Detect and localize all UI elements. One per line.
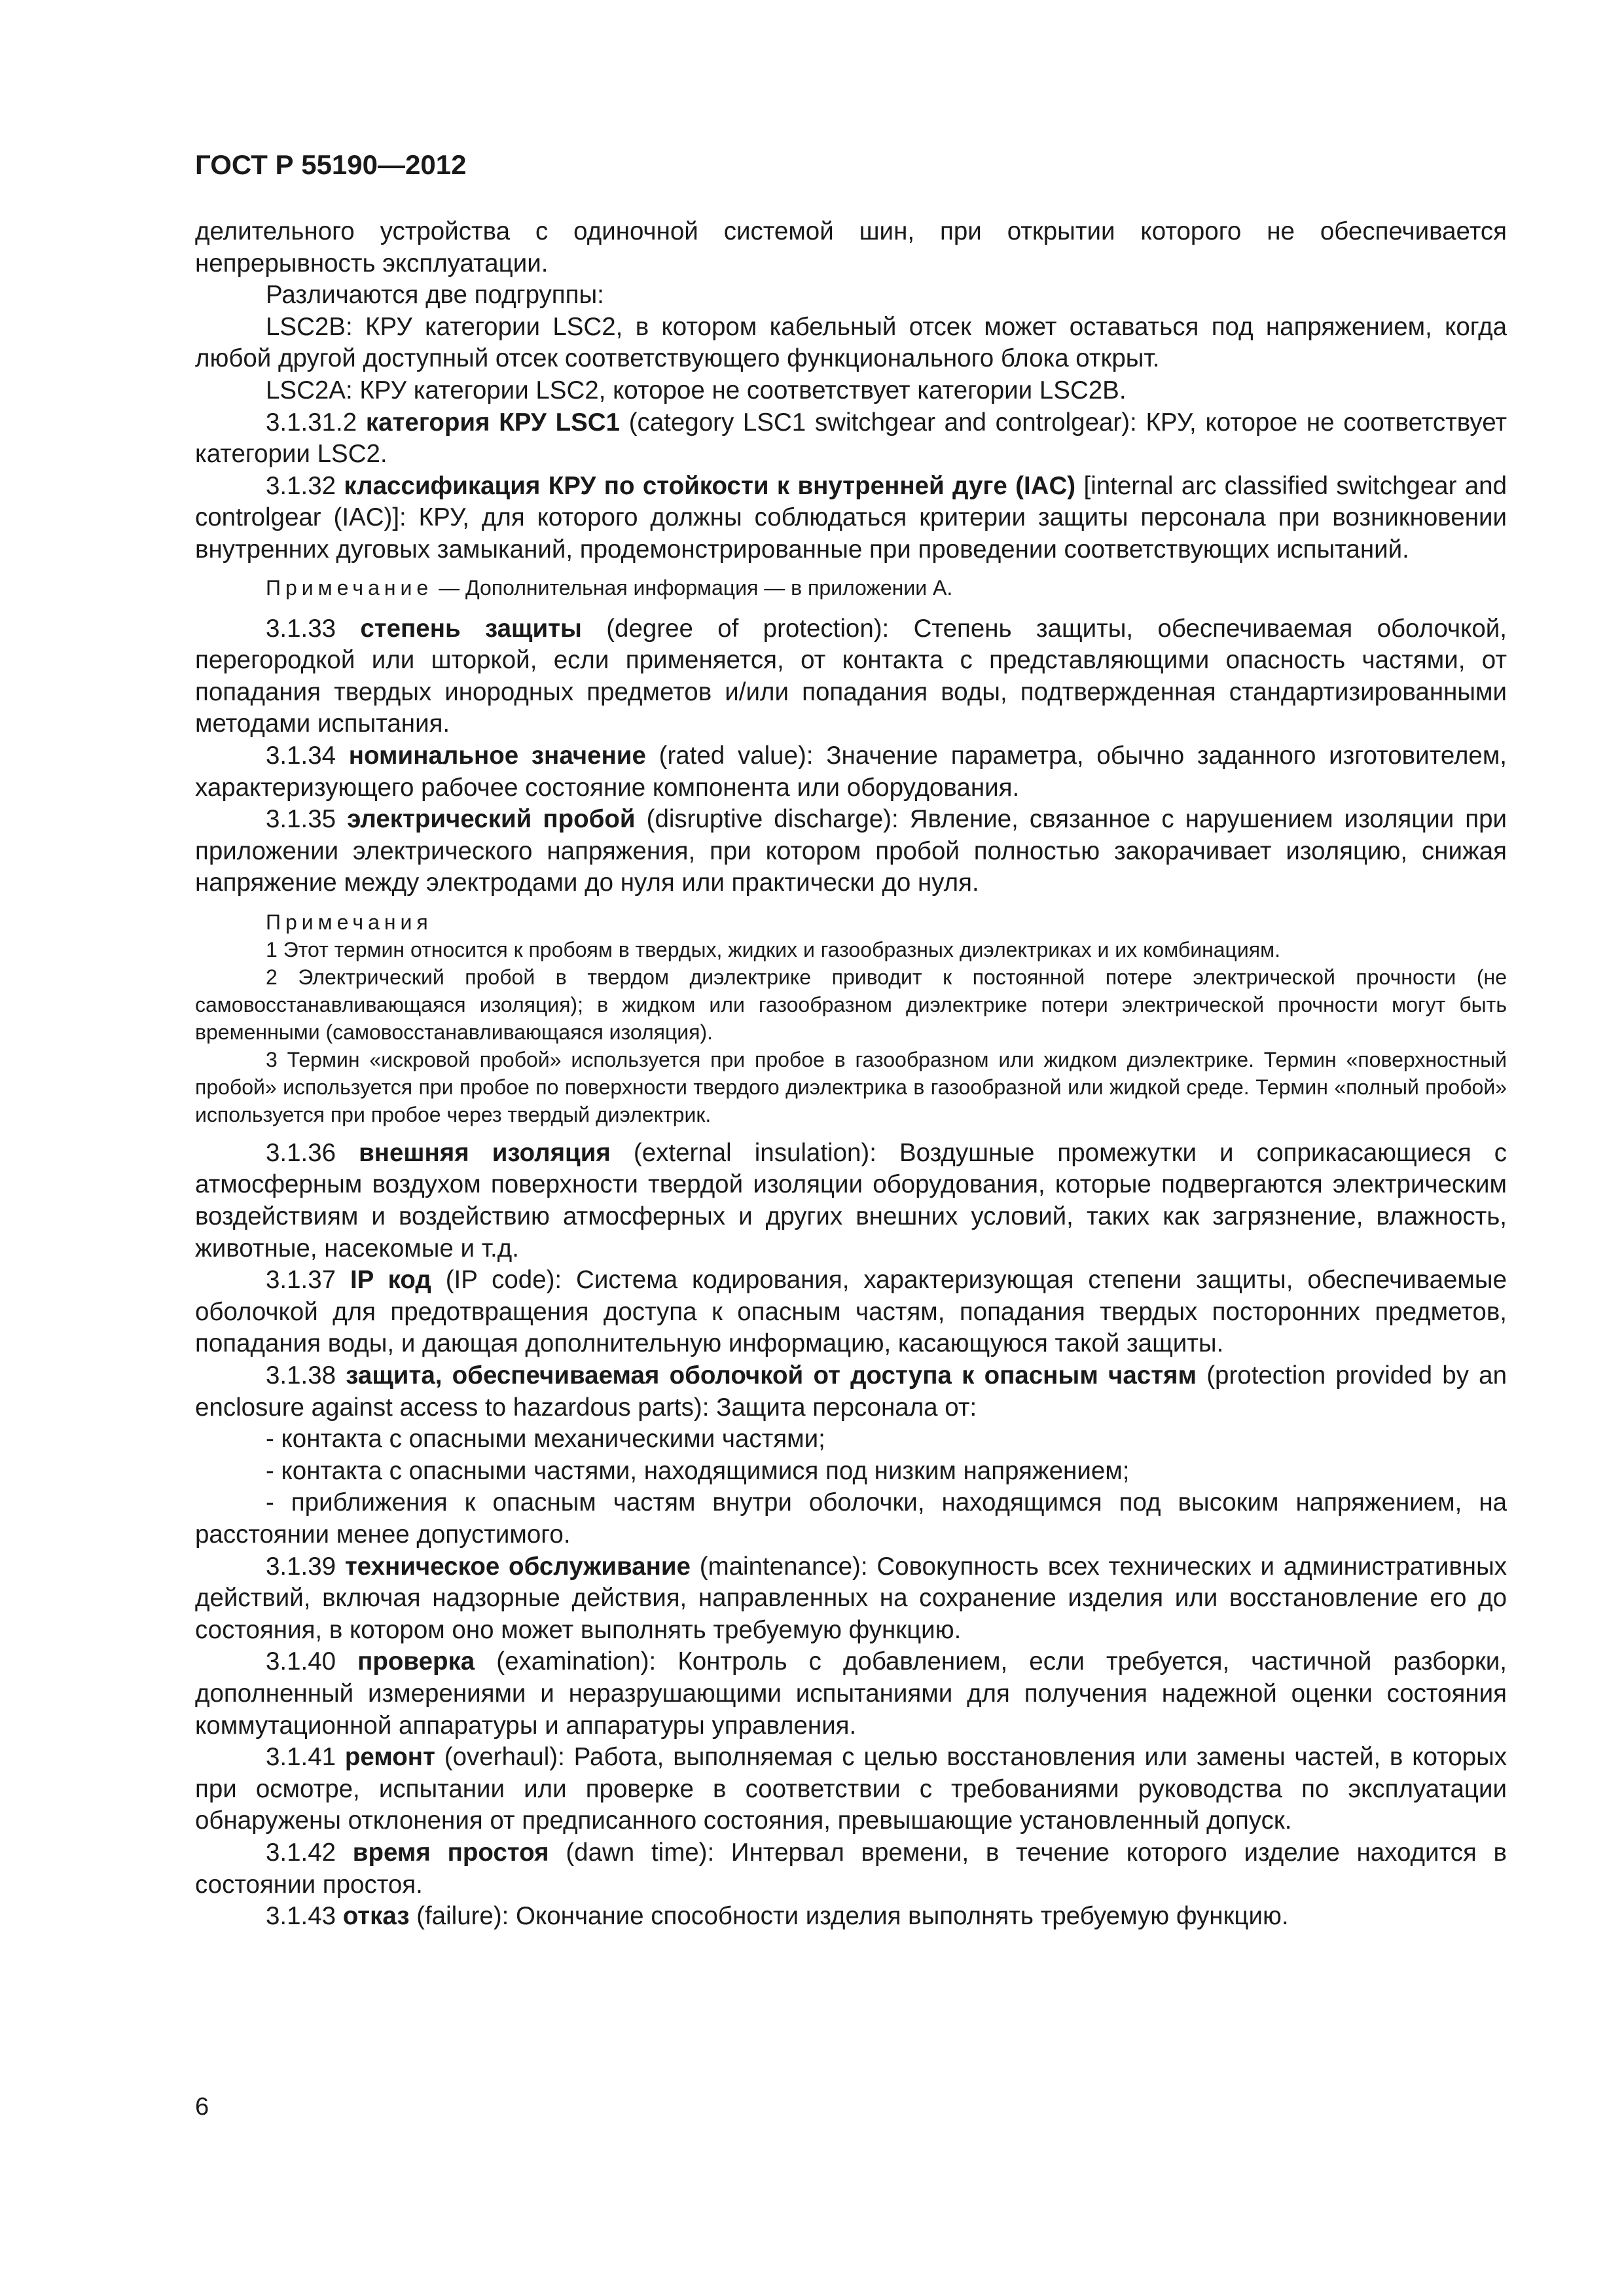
term-name: отказ — [342, 1902, 410, 1931]
term-name: внешняя изоляция — [359, 1138, 611, 1167]
term-name: степень защиты — [360, 614, 582, 643]
term-3-1-40 — [195, 1646, 1507, 1742]
term-number: 3.1.37 — [266, 1266, 336, 1295]
notes — [195, 908, 1507, 1128]
term-3-1-38 — [195, 1360, 1507, 1424]
paragraph: Различаются две подгруппы: — [266, 281, 604, 310]
term-definition: (maintenance): Совокупность всех технических и административных действий, включая надзорные действия, направленных на сохранение изделия или восстановление его до состояния, в котором оно может выполнять требуемую функцию. — [195, 1552, 1507, 1644]
note-text: — Дополнительная информация — в приложении А. — [439, 575, 953, 600]
term-name: техническое обслуживание — [344, 1552, 691, 1581]
term-name: номинальное значение — [348, 741, 646, 770]
note-item: 3 Термин «искровой пробой» используется при пробое в газообразном или жидком диэлектрике. Термин «поверхностный пробой» используется при пробое по поверхности твердого диэлектрика в газообразной или жидкой среде. Термин «полный пробой» используется при пробое через твердый диэлектрик. — [195, 1047, 1507, 1126]
term-name: время простоя — [352, 1838, 549, 1867]
paragraph: LSC2B: КРУ категории LSC2, в котором кабельный отсек может оставаться под напряжением, когда любой другой доступный отсек соответствующего функционального блока открыт. — [195, 312, 1507, 373]
term-3-1-39 — [195, 1551, 1507, 1647]
list-item: - контакта с опасными частями, находящимися под низким напряжением; — [266, 1456, 1130, 1485]
term-3-1-37 — [195, 1265, 1507, 1360]
term-definition: (overhaul): Работа, выполняемая с целью восстановления или замены частей, в которых при осмотре, испытании или проверке в соответствии с требованиями руководства по эксплуатации обнаружены отклонения от предписанного состояния, превышающие установленный допуск. — [195, 1743, 1507, 1835]
term-number: 3.1.41 — [266, 1743, 336, 1772]
term-definition: (disruptive discharge): Явление, связанное с нарушением изоляции при приложении электрического напряжения, при котором пробой полностью закорачивает изоляцию, снижая напряжение между электродами до нуля или практически до нуля. — [195, 805, 1507, 897]
term-definition: (IP code): Система кодирования, характеризующая степени защиты, обеспечиваемые оболочкой для предотвращения доступа к опасным частям, попадания твердых посторонних предметов, попадания воды, и дающая дополнительную информацию, касающуюся такой защиты. — [195, 1266, 1507, 1358]
term-number: 3.1.32 — [266, 471, 336, 500]
paragraph: делительного устройства с одиночной системой шин, при открытии которого не обеспечивается непрерывность эксплуатации. — [195, 217, 1507, 278]
term-number: 3.1.38 — [266, 1361, 336, 1390]
term-definition: (dawn time): Интервал времени, в течение которого изделие находится в состоянии простоя. — [195, 1838, 1507, 1899]
term-3-1-35 — [195, 804, 1507, 899]
term-name: категория КРУ LSC1 — [365, 408, 620, 437]
page-number: 6 — [195, 2093, 209, 2121]
term-3-1-34 — [195, 740, 1507, 804]
term-3-1-36 — [195, 1138, 1507, 1265]
term-definition: (failure): Окончание способности изделия выполнять требуемую функцию. — [416, 1902, 1289, 1931]
term-name: классификация КРУ по стойкости к внутренней дуге (IAC) — [344, 471, 1076, 500]
term-number: 3.1.34 — [266, 741, 336, 770]
term-number: 3.1.36 — [266, 1138, 336, 1167]
term-definition: (examination): Контроль с добавлением, если требуется, частичной разборки, дополненный измерениями и неразрушающими испытаниями для получения надежной оценки состояния коммутационной аппаратуры и аппаратуры управления. — [195, 1647, 1507, 1740]
term-3-1-32 — [195, 471, 1507, 566]
term-name: электрический пробой — [347, 805, 636, 834]
term-number: 3.1.42 — [266, 1838, 336, 1867]
notes-label: Примечания — [266, 910, 433, 934]
note-label: Примечание — [266, 575, 433, 600]
term-3-1-31-2 — [195, 407, 1507, 471]
list-item: - приближения к опасным частям внутри оболочки, находящимся под высоким напряжением, на расстоянии менее допустимого. — [195, 1488, 1507, 1549]
document-body — [195, 216, 1507, 1933]
paragraph: LSC2A: КРУ категории LSC2, которое не соответствует категории LSC2B. — [266, 376, 1127, 404]
term-number: 3.1.39 — [266, 1552, 336, 1581]
term-name: ремонт — [344, 1743, 435, 1772]
term-name: защита, обеспечиваемая оболочкой от доступа к опасным частям — [346, 1361, 1197, 1390]
note-item: 2 Электрический пробой в твердом диэлектрике приводит к постоянной потере электрической прочности (не самовосстанавливающаяся изоляция); в жидком или газообразном диэлектрике потери электрической прочности могут быть временными (самовосстанавливающаяся изоляция). — [195, 965, 1507, 1044]
term-3-1-42 — [195, 1837, 1507, 1901]
term-number: 3.1.43 — [266, 1902, 336, 1931]
term-name: проверка — [357, 1647, 475, 1676]
standard-header: ГОСТ Р 55190—2012 — [195, 149, 467, 180]
term-number: 3.1.40 — [266, 1647, 336, 1676]
term-number: 3.1.31.2 — [266, 408, 357, 437]
note — [195, 574, 1507, 601]
term-3-1-33 — [195, 613, 1507, 740]
term-number: 3.1.35 — [266, 805, 336, 834]
term-name: IP код — [350, 1266, 431, 1295]
term-definition: (rated value): Значение параметра, обычно заданного изготовителем, характеризующего рабочее состояние компонента или оборудования. — [195, 741, 1507, 802]
term-number: 3.1.33 — [266, 614, 336, 643]
term-definition: (category LSC1 switchgear and controlgear): КРУ, которое не соответствует категории LSC2. — [195, 408, 1507, 469]
note-item: 1 Этот термин относится к пробоям в твердых, жидких и газообразных диэлектриках и их комбинациям. — [266, 937, 1280, 961]
term-3-1-43 — [195, 1901, 1507, 1933]
term-definition: (protection provided by an enclosure against access to hazardous parts): Защита персонала от: — [195, 1361, 1507, 1422]
term-definition: (degree of protection): Степень защиты, обеспечиваемая оболочкой, перегородкой или шторкой, если применяется, от контакта с представляющими опасность частями, от попадания твердых инородных предметов и/или попадания воды, подтвержденная стандартизированными методами испытания. — [195, 614, 1507, 738]
term-definition: [internal arc classified switchgear and controlgear (IAC)]: КРУ, для которого должны соблюдаться критерии защиты персонала при возникновении внутренних дуговых замыканий, продемонстрированные при проведении соответствующих испытаний. — [195, 471, 1507, 564]
term-3-1-41 — [195, 1742, 1507, 1837]
list-item: - контакта с опасными механическими частями; — [266, 1425, 825, 1454]
term-definition: (external insulation): Воздушные промежутки и соприкасающиеся с атмосферным воздухом поверхности твердой изоляции оборудования, которые подвергаются электрическим воздействиям и воздействию атмосферных и других внешних условий, таких как загрязнение, влажность, животные, насекомые и т.д. — [195, 1138, 1507, 1263]
